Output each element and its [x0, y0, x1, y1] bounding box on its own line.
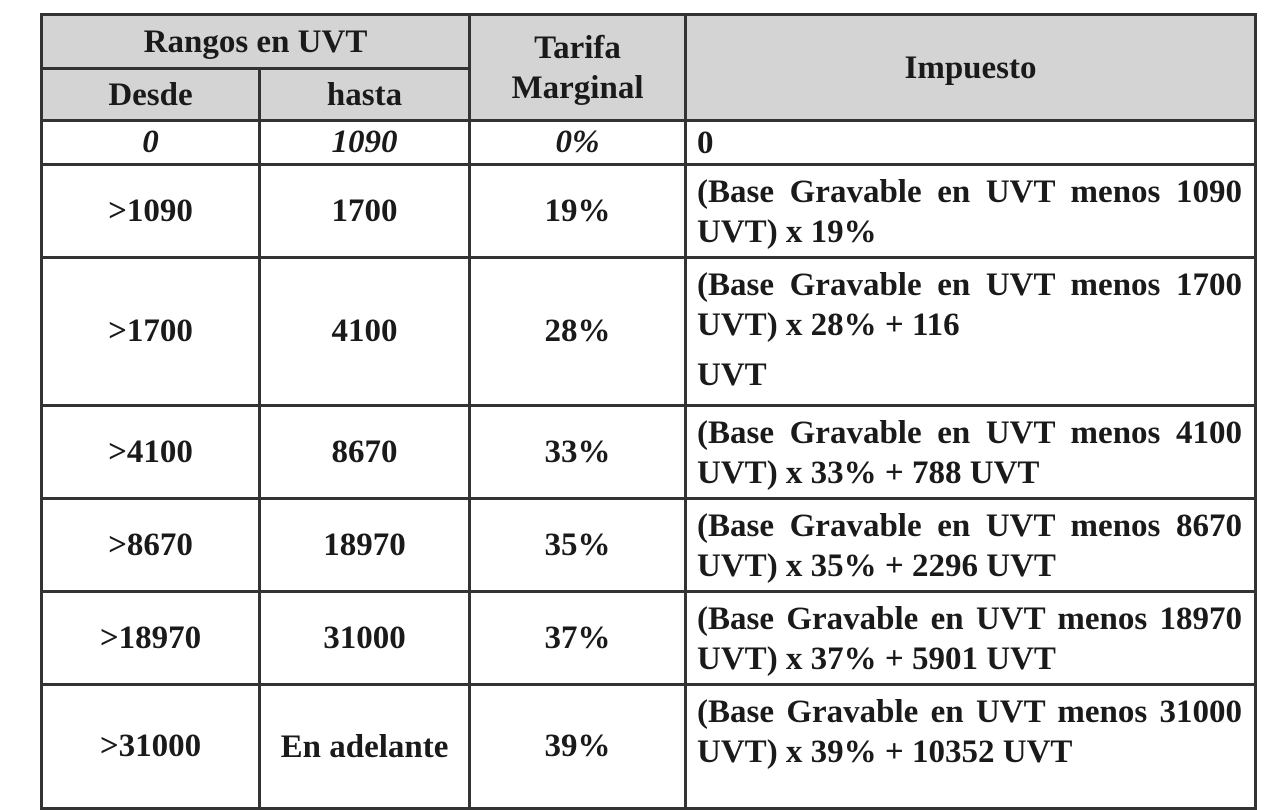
cell-desde: >1090 — [42, 165, 260, 258]
tax-rate-table — [40, 13, 1257, 810]
table-row — [42, 258, 1256, 406]
cell-impuesto: (Base Gravable en UVT menos 8670 UVT) x 35% + 2296 UVT — [686, 499, 1256, 592]
cell-impuesto: (Base Gravable en UVT menos 1090 UVT) x 19% — [686, 165, 1256, 258]
cell-desde: >31000 — [42, 685, 260, 809]
header-rangos-uvt: Rangos en UVT — [42, 15, 470, 69]
cell-hasta: 4100 — [260, 258, 470, 406]
cell-impuesto: (Base Gravable en UVT menos 18970 UVT) x 37% + 5901 UVT — [686, 592, 1256, 685]
cell-hasta: En adelante — [260, 685, 470, 809]
cell-hasta: 1090 — [260, 121, 470, 165]
cell-impuesto — [686, 258, 1256, 406]
table-row — [42, 165, 1256, 258]
cell-tarifa: 39% — [470, 685, 686, 809]
header-tarifa-marginal: Tarifa Marginal — [470, 15, 686, 121]
cell-hasta: 1700 — [260, 165, 470, 258]
table-row — [42, 121, 1256, 165]
cell-tarifa: 37% — [470, 592, 686, 685]
cell-tarifa: 35% — [470, 499, 686, 592]
cell-tarifa: 33% — [470, 406, 686, 499]
cell-impuesto: (Base Gravable en UVT menos 31000 UVT) x 39% + 10352 UVT — [686, 685, 1256, 809]
cell-tarifa: 28% — [470, 258, 686, 406]
impuesto-tail: UVT — [697, 357, 767, 393]
table-row — [42, 685, 1256, 809]
table-row — [42, 592, 1256, 685]
cell-desde: 0 — [42, 121, 260, 165]
table-row — [42, 406, 1256, 499]
cell-hasta: 31000 — [260, 592, 470, 685]
cell-desde: >1700 — [42, 258, 260, 406]
table-row — [42, 499, 1256, 592]
cell-desde: >4100 — [42, 406, 260, 499]
cell-tarifa: 0% — [470, 121, 686, 165]
cell-impuesto: (Base Gravable en UVT menos 4100 UVT) x 33% + 788 UVT — [686, 406, 1256, 499]
cell-hasta: 8670 — [260, 406, 470, 499]
impuesto-text: (Base Gravable en UVT menos 1700 UVT) x 28% + 116 — [697, 267, 1243, 343]
cell-desde: >18970 — [42, 592, 260, 685]
header-impuesto: Impuesto — [686, 15, 1256, 121]
cell-hasta: 18970 — [260, 499, 470, 592]
cell-tarifa: 19% — [470, 165, 686, 258]
header-desde: Desde — [42, 69, 260, 121]
cell-desde: >8670 — [42, 499, 260, 592]
header-hasta: hasta — [260, 69, 470, 121]
cell-impuesto: 0 — [686, 121, 1256, 165]
